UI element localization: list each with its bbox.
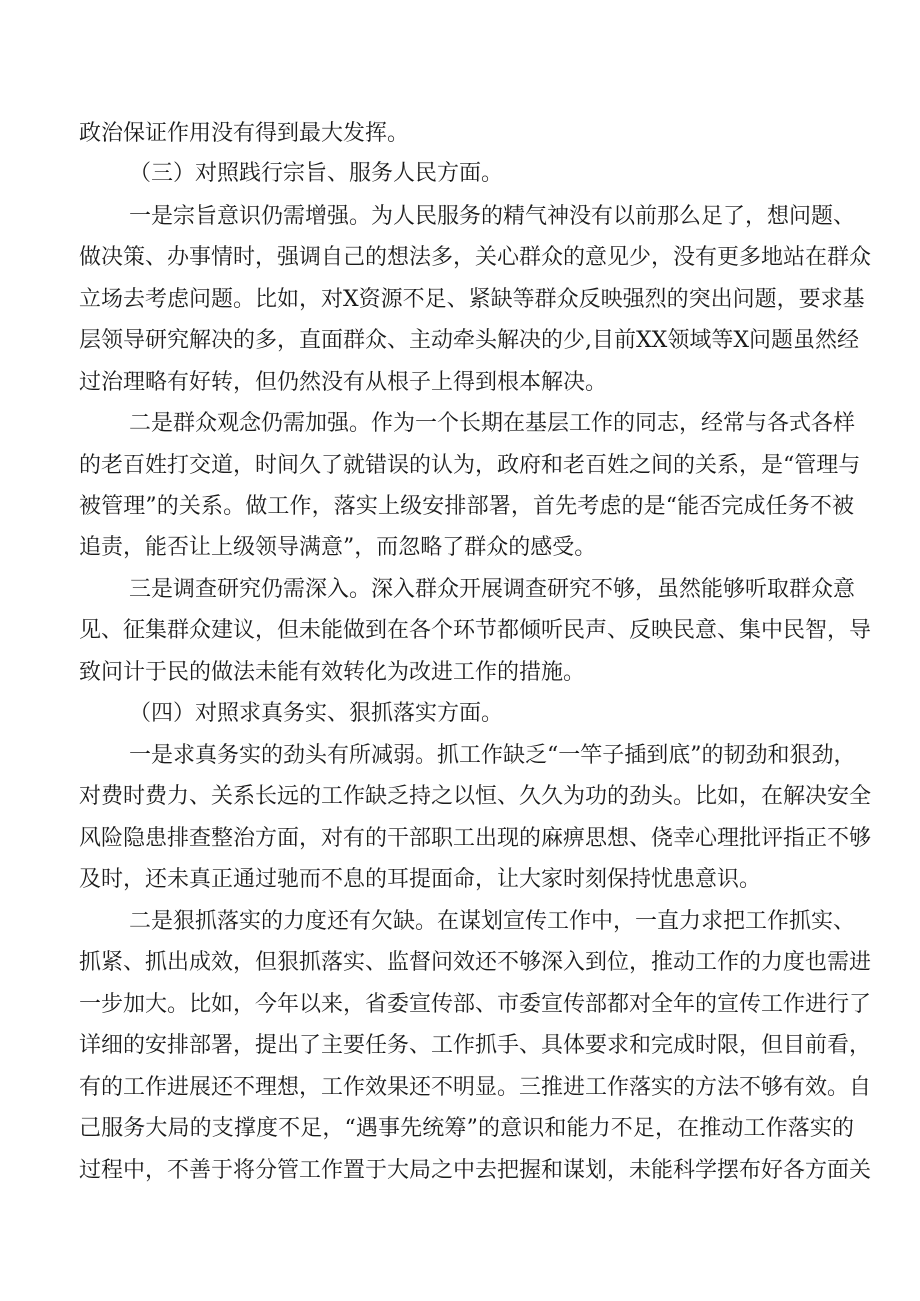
text-line: 一步加大。比如，今年以来，省委宣传部、市委宣传部都对全年的宣传工作进行了 bbox=[79, 992, 872, 1017]
text-line: 立场去考虑问题。比如，对X资源不足、紧缺等群众反映强烈的突出问题，要求基 bbox=[79, 287, 865, 312]
text-line-paragraph-end: 政治保证作用没有得到最大发挥。 bbox=[79, 121, 410, 146]
text-line: 对费时费力、关系长远的工作缺乏持之以恒、久久为功的劲头。比如，在解决安全 bbox=[79, 784, 872, 809]
text-line: 做决策、办事情时，强调自己的想法多，关心群众的意见少，没有更多地站在群众 bbox=[79, 245, 872, 270]
text-line: 一是求真务实的劲头有所减弱。抓工作缺乏“一竿子插到底”的韧劲和狠劲， bbox=[129, 743, 856, 768]
section-heading-four: （四）对照求真务实、狠抓落实方面。 bbox=[129, 701, 504, 726]
text-line: 有的工作进展还不理想，工作效果还不明显。三推进工作落实的方法不够有效。自 bbox=[79, 1075, 872, 1100]
text-line: 二是狠抓落实的力度还有欠缺。在谋划宣传工作中，一直力求把工作抓实、 bbox=[129, 909, 856, 934]
text-line: 抓紧、抓出成效，但狠抓落实、监督问效还不够深入到位，推动工作的力度也需进 bbox=[79, 950, 872, 975]
text-line: 见、征集群众建议，但未能做到在各个环节都倾听民声、反映民意、集中民智，导 bbox=[79, 618, 872, 643]
text-line: 一是宗旨意识仍需增强。为人民服务的精气神没有以前那么足了，想问题、 bbox=[129, 204, 856, 229]
section-heading-three: （三）对照践行宗旨、服务人民方面。 bbox=[129, 161, 504, 186]
text-line: 风险隐患排查整治方面，对有的干部职工出现的麻痹思想、侥幸心理批评指正不够 bbox=[79, 826, 872, 851]
text-line: 过程中，不善于将分管工作置于大局之中去把握和谋划，未能科学摆布好各方面关 bbox=[79, 1158, 872, 1183]
text-line: 的老百姓打交道，时间久了就错误的认为，政府和老百姓之间的关系，是“管理与 bbox=[79, 453, 861, 478]
text-line: 三是调查研究仍需深入。深入群众开展调查研究不够，虽然能够听取群众意 bbox=[129, 577, 856, 602]
text-line-paragraph-end: 致问计于民的做法未能有效转化为改进工作的措施。 bbox=[79, 660, 586, 685]
text-line: 层领导研究解决的多，直面群众、主动牵头解决的少,目前XX领域等X问题虽然经 bbox=[79, 328, 859, 353]
text-line-paragraph-end: 及时，还未真正通过驰而不息的耳提面命，让大家时刻保持忧患意识。 bbox=[79, 867, 762, 892]
text-line: 己服务大局的支撑度不足，“遇事先统筹”的意识和能力不足，在推动工作落实的 bbox=[79, 1116, 854, 1141]
text-line-paragraph-end: 过治理略有好转，但仍然没有从根子上得到根本解决。 bbox=[79, 370, 608, 395]
text-line: 详细的安排部署，提出了主要任务、工作抓手、具体要求和完成时限，但目前看， bbox=[79, 1033, 872, 1058]
text-line: 二是群众观念仍需加强。作为一个长期在基层工作的同志，经常与各式各样 bbox=[129, 411, 856, 436]
text-line: 被管理”的关系。做工作，落实上级安排部署，首先考虑的是“能否完成任务不被 bbox=[79, 494, 854, 519]
text-line-paragraph-end: 追责，能否让上级领导满意”，而忽略了群众的感受。 bbox=[79, 535, 597, 560]
